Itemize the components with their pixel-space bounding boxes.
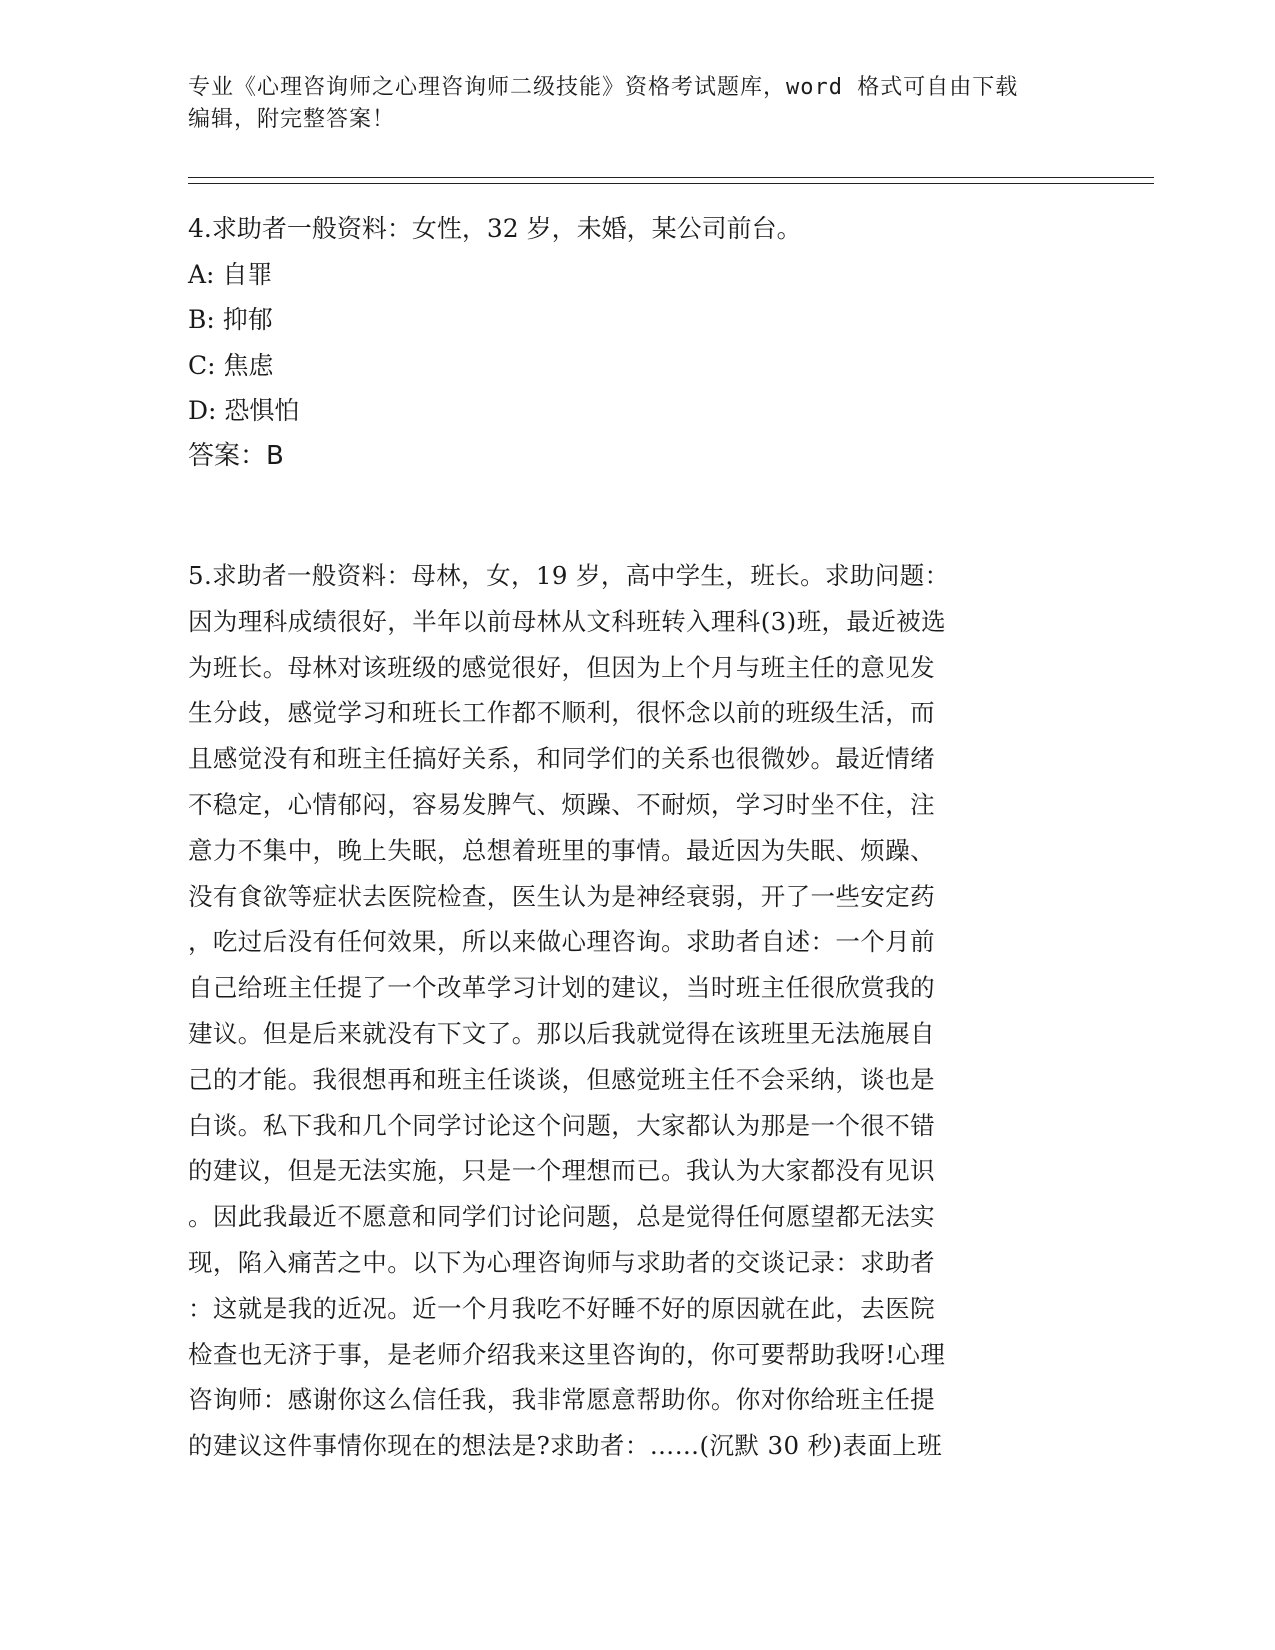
question-5-line: 的建议，但是无法实施，只是一个理想而已。我认为大家都没有见识 [188, 1156, 935, 1186]
question-5-line: 建议。但是后来就没有下文了。那以后我就觉得在该班里无法施展自 [188, 1018, 935, 1048]
question-5-line: ，吃过后没有任何效果，所以来做心理咨询。求助者自述：一个月前 [188, 927, 935, 957]
question-5-line: 为班长。母林对该班级的感觉很好，但因为上个月与班主任的意见发 [188, 652, 935, 682]
question-4-option-b: B: 抑郁 [188, 305, 273, 334]
question-5 [188, 553, 1068, 1469]
question-5-line: 。因此我最近不愿意和同学们讨论问题，总是觉得任何愿望都无法实 [188, 1202, 935, 1232]
question-4-option-c: C: 焦虑 [188, 350, 274, 380]
question-5-line: 检查也无济于事，是老师介绍我来这里咨询的，你可要帮助我呀!心理 [188, 1339, 946, 1369]
question-5-line: 咨询师：感谢你这么信任我，我非常愿意帮助你。你对你给班主任提 [188, 1385, 935, 1415]
question-5-line: 现，陷入痛苦之中。以下为心理咨询师与求助者的交谈记录：求助者 [188, 1247, 935, 1277]
header-divider-top [188, 177, 1154, 178]
question-5-line: 5.求助者一般资料：母林，女，19 岁，高中学生，班长。求助问题： [188, 561, 950, 590]
question-4-option-d: D: 恐惧怕 [188, 396, 300, 425]
question-5-line: ：这就是我的近况。近一个月我吃不好睡不好的原因就在此，去医院 [188, 1293, 935, 1323]
question-4 [188, 206, 1088, 479]
question-4-answer: 答案：B [188, 440, 284, 471]
question-4-option-a: A: 自罪 [188, 259, 273, 289]
question-5-line: 且感觉没有和班主任搞好关系，和同学们的关系也很微妙。最近情绪 [188, 744, 935, 774]
question-5-line: 没有食欲等症状去医院检查，医生认为是神经衰弱，开了一些安定药 [188, 881, 935, 911]
question-5-line: 自己给班主任提了一个改革学习计划的建议，当时班主任很欣赏我的 [188, 973, 935, 1003]
question-5-line: 生分歧，感觉学习和班长工作都不顺利，很怀念以前的班级生活，而 [188, 698, 935, 728]
header-divider-bottom [188, 183, 1154, 184]
question-5-line: 意力不集中，晚上失眠，总想着班里的事情。最近因为失眠、烦躁、 [188, 835, 935, 865]
question-5-line: 己的才能。我很想再和班主任谈谈，但感觉班主任不会采纳，谈也是 [188, 1064, 935, 1094]
question-5-line: 的建议这件事情你现在的想法是?求助者：……(沉默 30 秒)表面上班 [188, 1431, 943, 1461]
document-header: 专业《心理咨询师之心理咨询师二级技能》资格考试题库，word 格式可自由下载 编辑，附完整答案！ [188, 75, 1019, 132]
question-5-line: 白谈。私下我和几个同学讨论这个问题，大家都认为那是一个很不错 [188, 1110, 935, 1140]
question-4-stem: 4.求助者一般资料：女性，32 岁，未婚，某公司前台。 [188, 214, 802, 243]
question-5-line: 不稳定，心情郁闷，容易发脾气、烦躁、不耐烦，学习时坐不住，注 [188, 789, 935, 819]
question-5-line: 因为理科成绩很好，半年以前母林从文科班转入理科(3)班，最近被选 [188, 606, 947, 636]
